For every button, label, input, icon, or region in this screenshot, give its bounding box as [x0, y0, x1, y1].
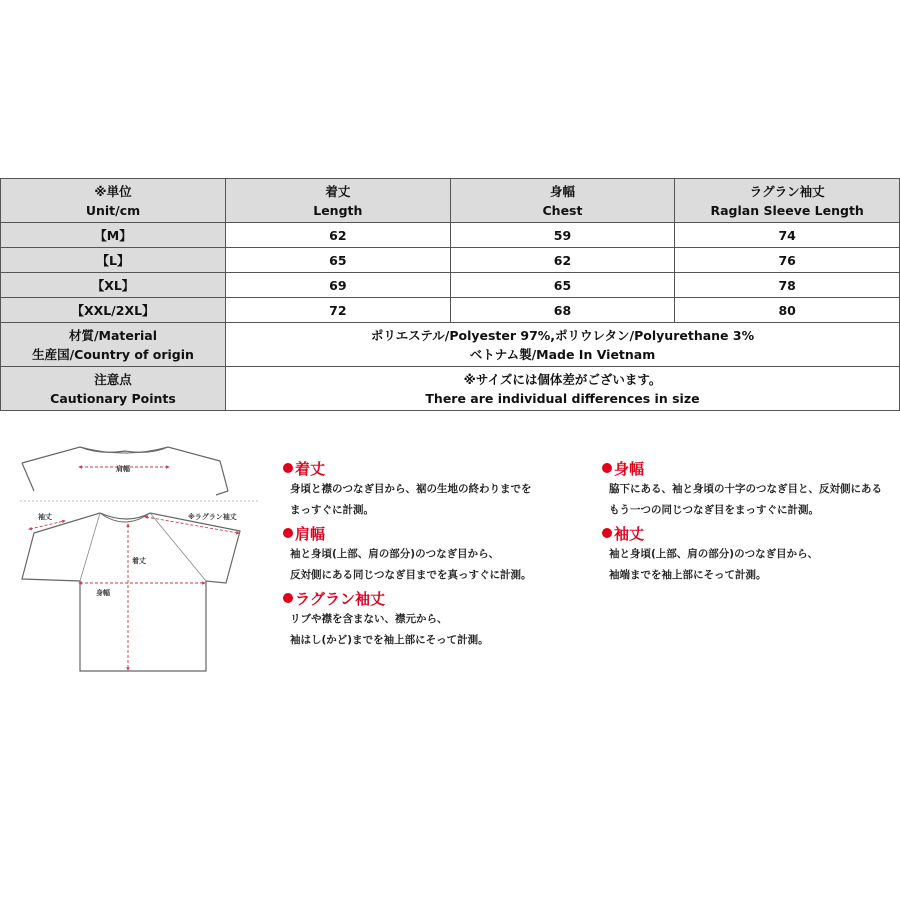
chest-value: 62: [450, 248, 675, 273]
raglan-value: 76: [675, 248, 900, 273]
table-row: [1, 223, 900, 248]
length-value: 65: [226, 248, 451, 273]
unit-label-en: Unit/cm: [85, 202, 141, 218]
note-chest: [602, 459, 900, 521]
note-length-title: 着丈: [295, 460, 326, 478]
material-value-cell: [226, 323, 900, 367]
raglan-label: ※ラグラン袖丈: [188, 513, 237, 521]
origin-value: ベトナム製/Made In Vietnam: [469, 346, 656, 362]
unit-label-ja: ※単位: [94, 183, 132, 199]
chest-value: 59: [450, 223, 675, 248]
raglan-header-cell: [675, 179, 900, 223]
note-shoulder-line1: 袖と身頃(上部、肩の部分)のつなぎ目から、: [290, 548, 500, 560]
tshirt-diagram-svg: [20, 433, 260, 678]
note-sleeve: [602, 524, 900, 586]
length-value: 62: [226, 223, 451, 248]
note-chest-title: 身幅: [614, 460, 645, 478]
note-length-line2: まっすぐに計測。: [290, 504, 374, 516]
bullet-icon: [602, 463, 612, 473]
origin-label: 生産国/Country of origin: [32, 346, 194, 362]
note-chest-line1: 脇下にある、袖と身頃の十字のつなぎ目と、反対側にある: [609, 483, 882, 495]
shoulder-label: 肩幅: [116, 465, 130, 473]
raglan-value: 74: [675, 223, 900, 248]
caution-label-cell: [1, 367, 226, 411]
chest-header-cell: [450, 179, 675, 223]
note-shoulder-line2: 反対側にある同じつなぎ目までを真っすぐに計測。: [290, 569, 532, 581]
size-label: 【XL】: [1, 273, 226, 298]
raglan-value: 78: [675, 273, 900, 298]
note-sleeve-line2: 袖端までを袖上部にそって計測。: [609, 569, 767, 581]
material-label: 材質/Material: [68, 327, 158, 343]
length-header-en: Length: [313, 202, 363, 218]
length-header-cell: [226, 179, 451, 223]
size-label: 【XXL/2XL】: [1, 298, 226, 323]
chest-value: 68: [450, 298, 675, 323]
notes-right-column: [602, 459, 900, 589]
bullet-icon: [283, 463, 293, 473]
note-raglan-line2: 袖はし(かど)までを袖上部にそって計測。: [290, 634, 489, 646]
bullet-icon: [283, 528, 293, 538]
note-raglan: [283, 589, 583, 651]
note-shoulder-title: 肩幅: [295, 525, 326, 543]
note-chest-line2: もう一つの同じつなぎ目をまっすぐに計測。: [609, 504, 819, 516]
size-table: [0, 178, 900, 411]
length-label: 着丈: [132, 557, 146, 565]
bullet-icon: [283, 593, 293, 603]
note-length: [283, 459, 583, 521]
note-shoulder: [283, 524, 583, 586]
unit-header-cell: [1, 179, 226, 223]
table-row: [1, 298, 900, 323]
raglan-header-en: Raglan Sleeve Length: [710, 202, 864, 218]
note-length-line1: 身頃と襟のつなぎ目から、裾の生地の終わりまでを: [290, 483, 532, 495]
note-raglan-line1: リブや襟を含まない、襟元から、: [290, 613, 448, 625]
material-row: [1, 323, 900, 367]
sleeve-label: 袖丈: [38, 513, 52, 521]
chest-header-ja: 身幅: [549, 183, 575, 199]
caution-value-cell: [226, 367, 900, 411]
note-raglan-title: ラグラン袖丈: [295, 590, 386, 608]
caution-label-ja: 注意点: [94, 371, 132, 387]
caution-value-en: There are individual differences in size: [425, 390, 700, 406]
raglan-header-ja: ラグラン袖丈: [749, 183, 825, 199]
length-header-ja: 着丈: [325, 183, 351, 199]
chest-value: 65: [450, 273, 675, 298]
caution-row: [1, 367, 900, 411]
chest-label: 身幅: [96, 589, 110, 597]
raglan-value: 80: [675, 298, 900, 323]
table-row: [1, 273, 900, 298]
notes-left-column: [283, 459, 583, 654]
caution-value-ja: ※サイズには個体差がございます。: [463, 371, 662, 387]
note-sleeve-line1: 袖と身頃(上部、肩の部分)のつなぎ目から、: [609, 548, 819, 560]
table-header-row: [1, 179, 900, 223]
caution-label-en: Cautionary Points: [50, 390, 176, 406]
size-label: 【M】: [1, 223, 226, 248]
material-value: ポリエステル/Polyester 97%,ポリウレタン/Polyurethane 3%: [370, 327, 755, 343]
front-view-outline: [22, 513, 240, 671]
bullet-icon: [602, 528, 612, 538]
chest-header-en: Chest: [542, 202, 583, 218]
tshirt-measurement-diagram: [20, 433, 260, 678]
table-row: [1, 248, 900, 273]
material-label-cell: [1, 323, 226, 367]
note-sleeve-title: 袖丈: [614, 525, 645, 543]
size-label: 【L】: [1, 248, 226, 273]
length-value: 72: [226, 298, 451, 323]
length-value: 69: [226, 273, 451, 298]
